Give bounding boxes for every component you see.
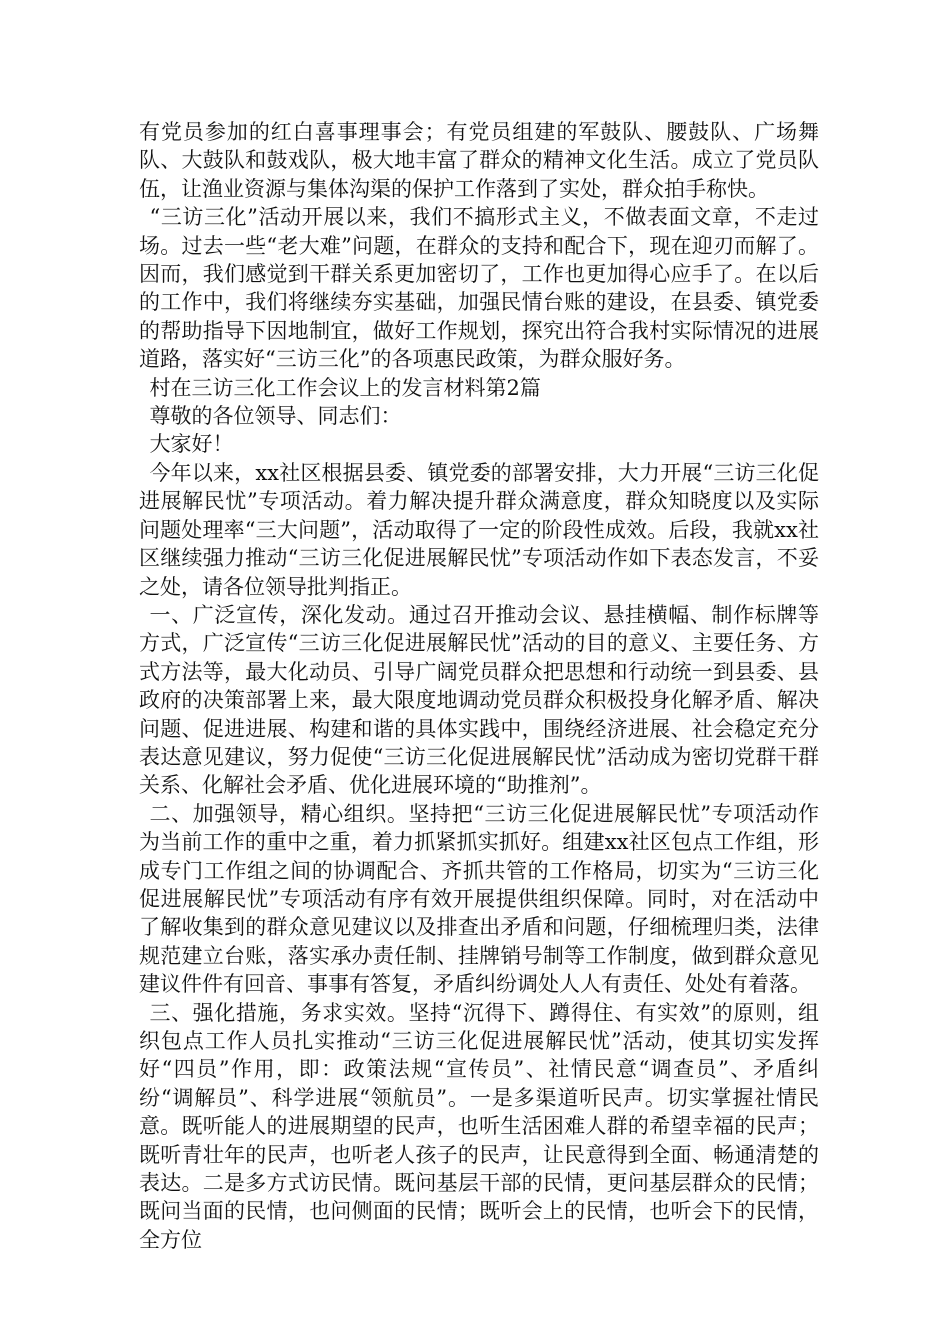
paragraph-2: “三访三化”活动开展以来，我们不搞形式主义，不做表面文章，不走过场。过去一些“老大难”问题，在群众的支持和配合下，现在迎刃而解了。因而，我们感觉到干群关系更加密切了，工作也更加得心应手了。在以后的工作中，我们将继续夯实基础，加强民情台账的建设，在县委、镇党委的帮助指导下因地制宜，做好工作规划，探究出符合我村实际情况的进展道路，落实好“三访三化”的各项惠民政策，为群众服好务。	[139, 205, 819, 372]
greeting: 大家好！	[149, 432, 234, 457]
paragraph-1: 有党员参加的红白喜事理事会；有党员组建的军鼓队、腰鼓队、广场舞队、大鼓队和鼓戏队，极大地丰富了群众的精神文化生活。成立了党员队伍，让渔业资源与集体沟渠的保护工作落到了实处，群众拍手称快。	[139, 120, 819, 201]
document-page	[139, 118, 819, 1254]
salutation: 尊敬的各位领导、同志们：	[149, 404, 402, 429]
paragraph-intro: 今年以来，xx社区根据县委、镇党委的部署安排，大力开展“三访三化促进展解民忧”专项活动。着力解决提升群众满意度，群众知晓度以及实际问题处理率“三大问题”，活动取得了一定的阶段性成效。后段，我就xx社区继续强力推动“三访三化促进展解民忧”专项活动作如下表态发言，不妥之处，请各位领导批判指正。	[139, 460, 819, 599]
section-heading: 村在三访三化工作会议上的发言材料第2篇	[149, 375, 541, 400]
paragraph-point-2: 二、加强领导，精心组织。坚持把“三访三化促进展解民忧”专项活动作为当前工作的重中之重，着力抓紧抓实抓好。组建xx社区包点工作组，形成专门工作组之间的协调配合、齐抓共管的工作格局，切实为“三访三化促进展解民忧”专项活动有序有效开展提供组织保障。同时，对在活动中了解收集到的群众意见建议以及排查出矛盾和问题，仔细梳理归类，法律规范建立台账，落实承办责任制、挂牌销号制等工作制度，做到群众意见建议件件有回音、事事有答复，矛盾纠纷调处人人有责任、处处有着落。	[139, 801, 819, 997]
paragraph-point-1: 一、广泛宣传，深化发动。通过召开推动会议、悬挂横幅、制作标牌等方式，广泛宣传“三访三化促进展解民忧”活动的目的意义、主要任务、方式方法等，最大化动员、引导广阔党员群众把思想和行动统一到县委、县政府的决策部署上来，最大限度地调动党员群众积极投身化解矛盾、解决问题、促进进展、构建和谐的具体实践中，围绕经济进展、社会稳定充分表达意见建议，努力促使“三访三化促进展解民忧”活动成为密切党群干群关系、化解社会矛盾、优化进展环境的“助推剂”。	[139, 602, 819, 798]
paragraph-point-3: 三、强化措施，务求实效。坚持“沉得下、蹲得住、有实效”的原则，组织包点工作人员扎实推动“三访三化促进展解民忧”活动，使其切实发挥好“四员”作用，即：政策法规“宣传员”、社情民意“调查员”、矛盾纠纷“调解员”、科学进展“领航员”。一是多渠道听民声。切实掌握社情民意。既听能人的进展期望的民声，也听生活困难人群的希望幸福的民声；既听青壮年的民声，也听老人孩子的民声，让民意得到全面、畅通清楚的表达。二是多方式访民情。既问基层干部的民情，更问基层群众的民情；既问当面的民情，也问侧面的民情；既听会上的民情，也听会下的民情，全方位	[139, 1000, 819, 1252]
